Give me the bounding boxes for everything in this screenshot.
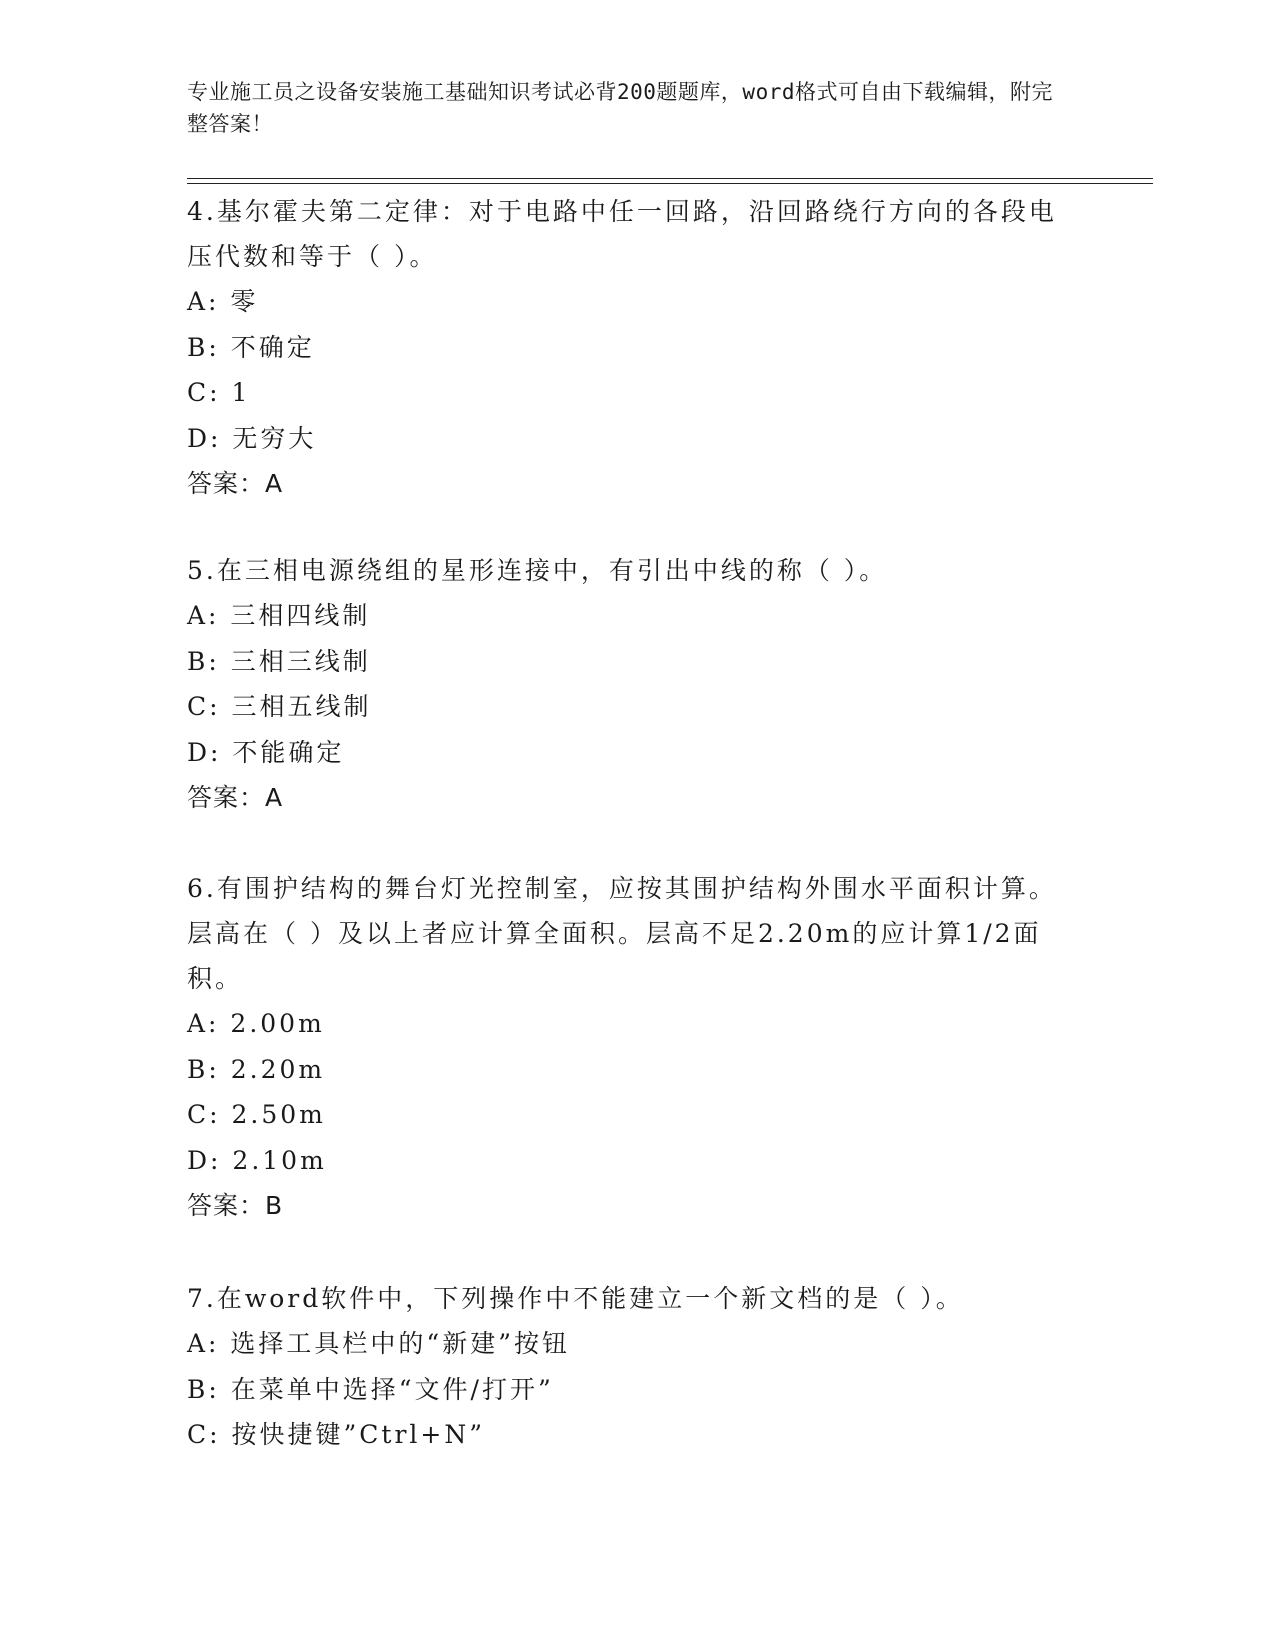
option-b: B: 2.20m xyxy=(187,1054,326,1084)
option-c: C: 三相五线制 xyxy=(187,692,372,721)
question-5 xyxy=(187,548,1067,820)
question-4 xyxy=(187,189,1067,506)
option-a: A: 2.00m xyxy=(187,1009,325,1038)
option-b: B: 不确定 xyxy=(187,332,315,362)
option-d: D: 无穷大 xyxy=(187,423,317,453)
option-b: B: 在菜单中选择“文件/打开” xyxy=(187,1374,554,1404)
option-c: C: 2.50m xyxy=(187,1100,326,1129)
option-d: D: 2.10m xyxy=(187,1145,327,1175)
header-divider-bottom xyxy=(187,183,1153,184)
question-stem: 5.在三相电源绕组的星形连接中，有引出中线的称（ ）。 xyxy=(187,556,888,585)
option-c: C: 按快捷键”Ctrl+N” xyxy=(187,1420,486,1449)
option-c: C: 1 xyxy=(187,378,251,407)
option-a: A: 零 xyxy=(187,287,259,316)
answer: 答案：A xyxy=(187,469,284,498)
option-a: A: 选择工具栏中的“新建”按钮 xyxy=(187,1329,570,1358)
question-stem: 6.有围护结构的舞台灯光控制室，应按其围护结构外围水平面积计算。层高在（ ）及以上者应计算全面积。层高不足2.20m的应计算1/2面积。 xyxy=(187,874,1057,993)
option-b: B: 三相三线制 xyxy=(187,646,371,676)
question-6 xyxy=(187,866,1067,1228)
header-divider-top xyxy=(187,178,1153,179)
question-stem: 7.在word软件中，下列操作中不能建立一个新文档的是（ ）。 xyxy=(187,1284,964,1313)
answer: 答案：B xyxy=(187,1191,284,1220)
answer: 答案：A xyxy=(187,783,284,812)
question-7 xyxy=(187,1276,1067,1458)
option-a: A: 三相四线制 xyxy=(187,601,371,630)
question-stem: 4.基尔霍夫第二定律：对于电路中任一回路，沿回路绕行方向的各段电压代数和等于（ ）。 xyxy=(187,197,1057,271)
option-d: D: 不能确定 xyxy=(187,737,345,767)
document-header: 专业施工员之设备安装施工基础知识考试必背200题题库，word格式可自由下载编辑，附完整答案！ xyxy=(187,80,1053,136)
